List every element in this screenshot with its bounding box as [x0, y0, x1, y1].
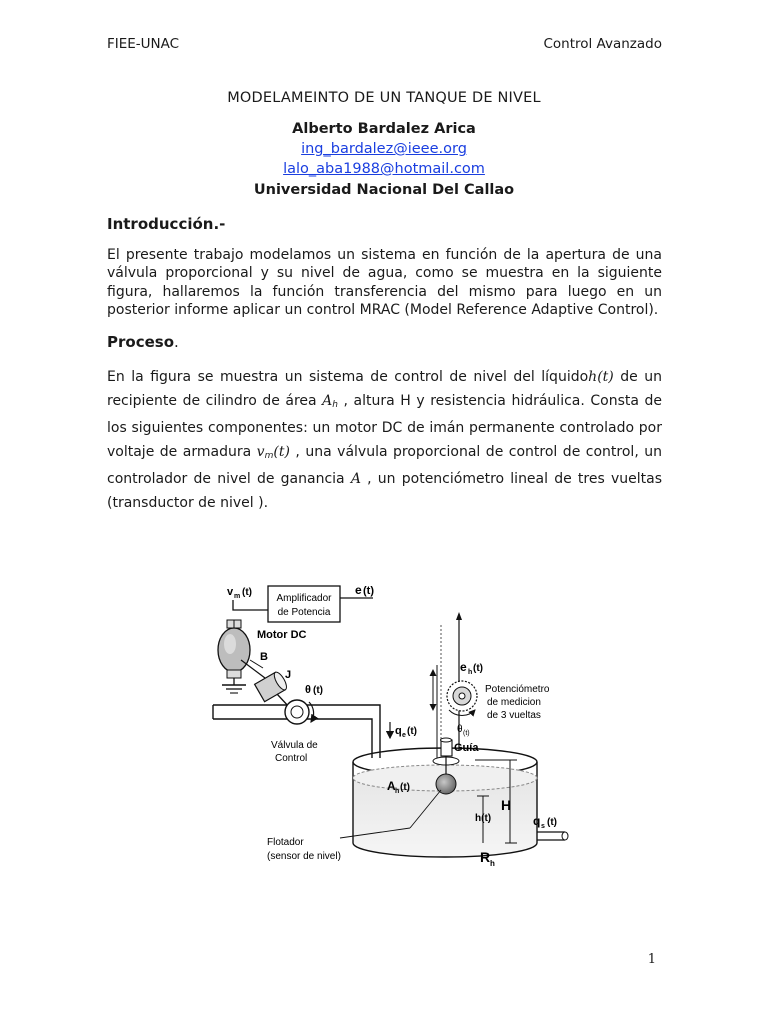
voltage-v-sub: m — [234, 593, 241, 600]
valve-label-1: Válvula de — [271, 740, 318, 751]
motor-label: Motor DC — [257, 629, 307, 641]
page-number: 1 — [647, 952, 656, 967]
author-name: Alberto Bardalez Arica — [292, 121, 476, 137]
math-area-sub: h — [332, 399, 338, 410]
header-right: Control Avanzado — [543, 36, 662, 52]
float-label-1: Flotador — [267, 837, 304, 848]
voltage-v-label: v — [227, 586, 234, 598]
amplifier-block — [268, 586, 340, 622]
proceso-text-5: , un potenciómetro lineal de tres vueltas (transductor de nivel ). — [107, 471, 662, 511]
author-email-link-2[interactable]: lalo_aba1988@hotmail.com — [283, 161, 485, 177]
proceso-text-4: , una válvula proporcional de control de control, un controlador de nivel de ganancia — [107, 443, 662, 488]
math-h-t: h(t) — [588, 369, 614, 385]
proceso-text-2: de un recipiente de cilindro de área — [107, 369, 662, 409]
dc-motor — [218, 620, 250, 693]
height-h-label: H — [501, 797, 512, 813]
theta-arg: (t) — [313, 685, 323, 696]
theta-label: θ — [305, 684, 311, 696]
author-university: Universidad Nacional Del Callao — [253, 182, 515, 198]
proceso-heading — [107, 333, 179, 351]
pot-angle-theta: θ — [457, 724, 463, 735]
inflow-q-sub: e — [402, 732, 406, 739]
pot-label-2: de medicion — [487, 697, 541, 708]
float-ball — [436, 774, 456, 794]
area-label: A — [387, 779, 396, 793]
inertia-cylinder — [255, 669, 292, 701]
damping-b-label: B — [260, 651, 268, 663]
pot-angle-sub: (t) — [463, 730, 470, 737]
proceso-text-1: En la figura se muestra un sistema de control de nivel del líquido — [107, 369, 589, 385]
document-title: MODELAMEINTO DE UN TANQUE DE NIVEL — [227, 90, 541, 106]
valve-label-2: Control — [275, 753, 308, 764]
voltage-v-arg: (t) — [242, 587, 252, 598]
amplifier-label-1: Amplificador — [276, 593, 332, 604]
math-gain-a: A — [350, 471, 361, 488]
math-area-a: A — [322, 392, 333, 409]
pot-voltage-sub: h — [468, 669, 473, 676]
pot-label-3: de 3 vueltas — [487, 710, 541, 721]
outflow-q-label: q — [533, 814, 541, 828]
math-voltage-arg: (t) — [273, 443, 290, 460]
potentiometer — [447, 681, 477, 716]
area-arg: (t) — [400, 782, 410, 793]
outlet-pipe — [537, 832, 568, 840]
inflow-q-arg: (t) — [407, 726, 417, 737]
control-valve — [285, 700, 314, 724]
math-voltage-sub: m — [264, 450, 274, 461]
inflow-q-label: q — [395, 725, 402, 737]
float-label-2: (sensor de nivel) — [267, 851, 341, 862]
proceso-heading-dot: . — [174, 333, 179, 351]
outflow-q-arg: (t) — [547, 817, 557, 828]
error-signal-arg: (t) — [363, 585, 374, 597]
intro-heading: Introducción.- — [107, 215, 226, 233]
author-email-link-1[interactable]: ing_bardalez@ieee.org — [301, 141, 467, 157]
error-signal-e: e — [355, 583, 362, 597]
guide-label: Guía — [454, 742, 479, 754]
proceso-heading-text: Proceso — [107, 333, 174, 351]
intro-paragraph: El presente trabajo modelamos un sistema en función de la apertura de una válvula proporcional y su nivel de agua, como se muestra en la siguiente figura, hallaremos la función transferencia del mismo para luego en un posterior informe aplicar un control MRAC (Model Reference Adaptive Control). — [107, 247, 662, 319]
outflow-q-sub: s — [541, 823, 545, 830]
inertia-j-label: J — [285, 669, 292, 681]
header-left: FIEE-UNAC — [107, 36, 180, 52]
math-voltage-v: v — [256, 443, 265, 460]
proceso-paragraph — [107, 366, 662, 516]
resistance-r-sub: h — [490, 859, 495, 868]
level-h-label: h(t) — [475, 813, 492, 824]
area-sub: h — [395, 788, 400, 795]
amplifier-label-2: de Potencia — [277, 607, 331, 618]
resistance-r-label: R — [480, 849, 491, 865]
pot-label-1: Potenciómetro — [485, 684, 550, 695]
proceso-text-3: , altura H y resistencia hidráulica. Consta de los siguientes componentes: un motor DC de imán permanente controlado por voltaje de armadura — [107, 392, 662, 460]
level-tank-diagram — [205, 570, 575, 875]
pot-voltage-e: e — [460, 660, 467, 674]
pot-voltage-arg: (t) — [473, 663, 483, 674]
